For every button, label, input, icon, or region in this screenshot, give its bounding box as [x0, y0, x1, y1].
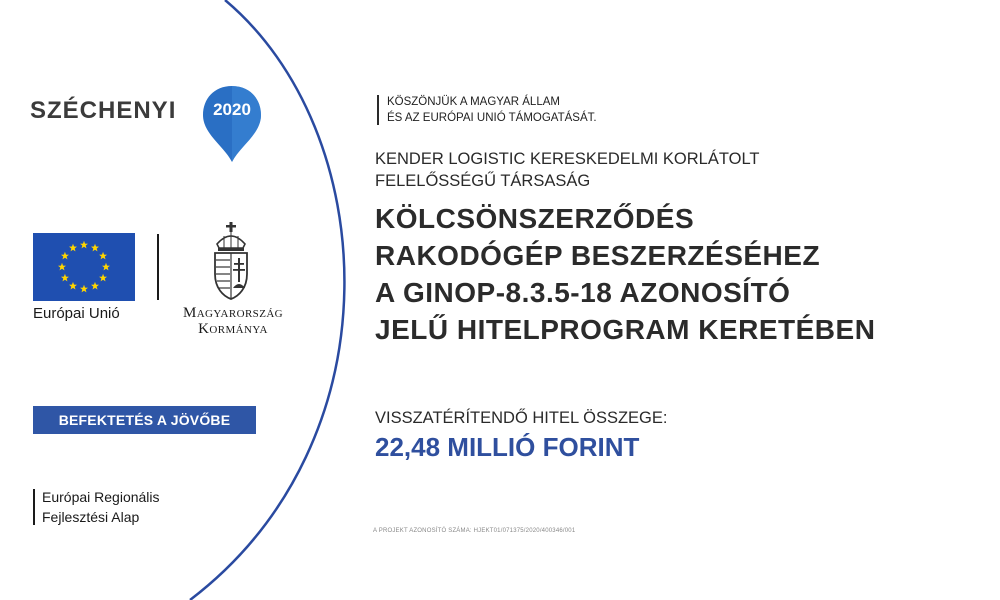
szechenyi-2020-logo: [30, 84, 280, 164]
government-label-line2: Kormánya: [198, 321, 268, 337]
thanks-line1: KÖSZÖNJÜK A MAGYAR ÁLLAM: [387, 96, 560, 108]
map-pin-icon: [200, 84, 264, 164]
fund-divider: [33, 489, 35, 525]
loan-label: VISSZATÉRÍTENDŐ HITEL ÖSSZEGE:: [375, 409, 668, 427]
thanks-divider: [377, 95, 379, 125]
headline-line3: A GINOP-8.3.5-18 AZONOSÍTÓ: [375, 277, 791, 308]
headline-line4: JELŰ HITELPROGRAM KERETÉBEN: [375, 314, 876, 345]
loan-amount: 22,48 MILLIÓ FORINT: [375, 432, 640, 462]
thanks-line2: ÉS AZ EURÓPAI UNIÓ TÁMOGATÁSÁT.: [387, 112, 597, 124]
government-label-line1: Magyarország: [182, 305, 284, 321]
szechenyi-wordmark: SZÉCHENYI: [30, 97, 177, 124]
eu-flag-icon: [33, 233, 135, 301]
fund-label: [42, 487, 160, 527]
thanks-text: [387, 94, 597, 126]
szechenyi-year: 2020: [213, 100, 251, 119]
fund-label-line1: Európai Regionális: [42, 489, 160, 505]
investment-badge: BEFEKTETÉS A JÖVŐBE: [33, 406, 256, 434]
headline: [375, 200, 975, 348]
government-label: [168, 305, 298, 337]
fund-label-line2: Fejlesztési Alap: [42, 509, 140, 525]
company-name: [375, 148, 935, 192]
eu-label: Európai Unió: [33, 305, 120, 322]
headline-line2: RAKODÓGÉP BESZERZÉSÉHEZ: [375, 240, 821, 271]
coat-of-arms-icon: [209, 222, 253, 300]
project-id: A PROJEKT AZONOSÍTÓ SZÁMA: HJEKT01/071375/2020/400346/001: [373, 528, 576, 534]
headline-line1: KÖLCSÖNSZERZŐDÉS: [375, 203, 695, 234]
company-line1: KENDER LOGISTIC KERESKEDELMI KORLÁTOLT: [375, 150, 760, 168]
logo-divider: [157, 234, 159, 300]
company-line2: FELELŐSSÉGŰ TÁRSASÁG: [375, 172, 591, 190]
